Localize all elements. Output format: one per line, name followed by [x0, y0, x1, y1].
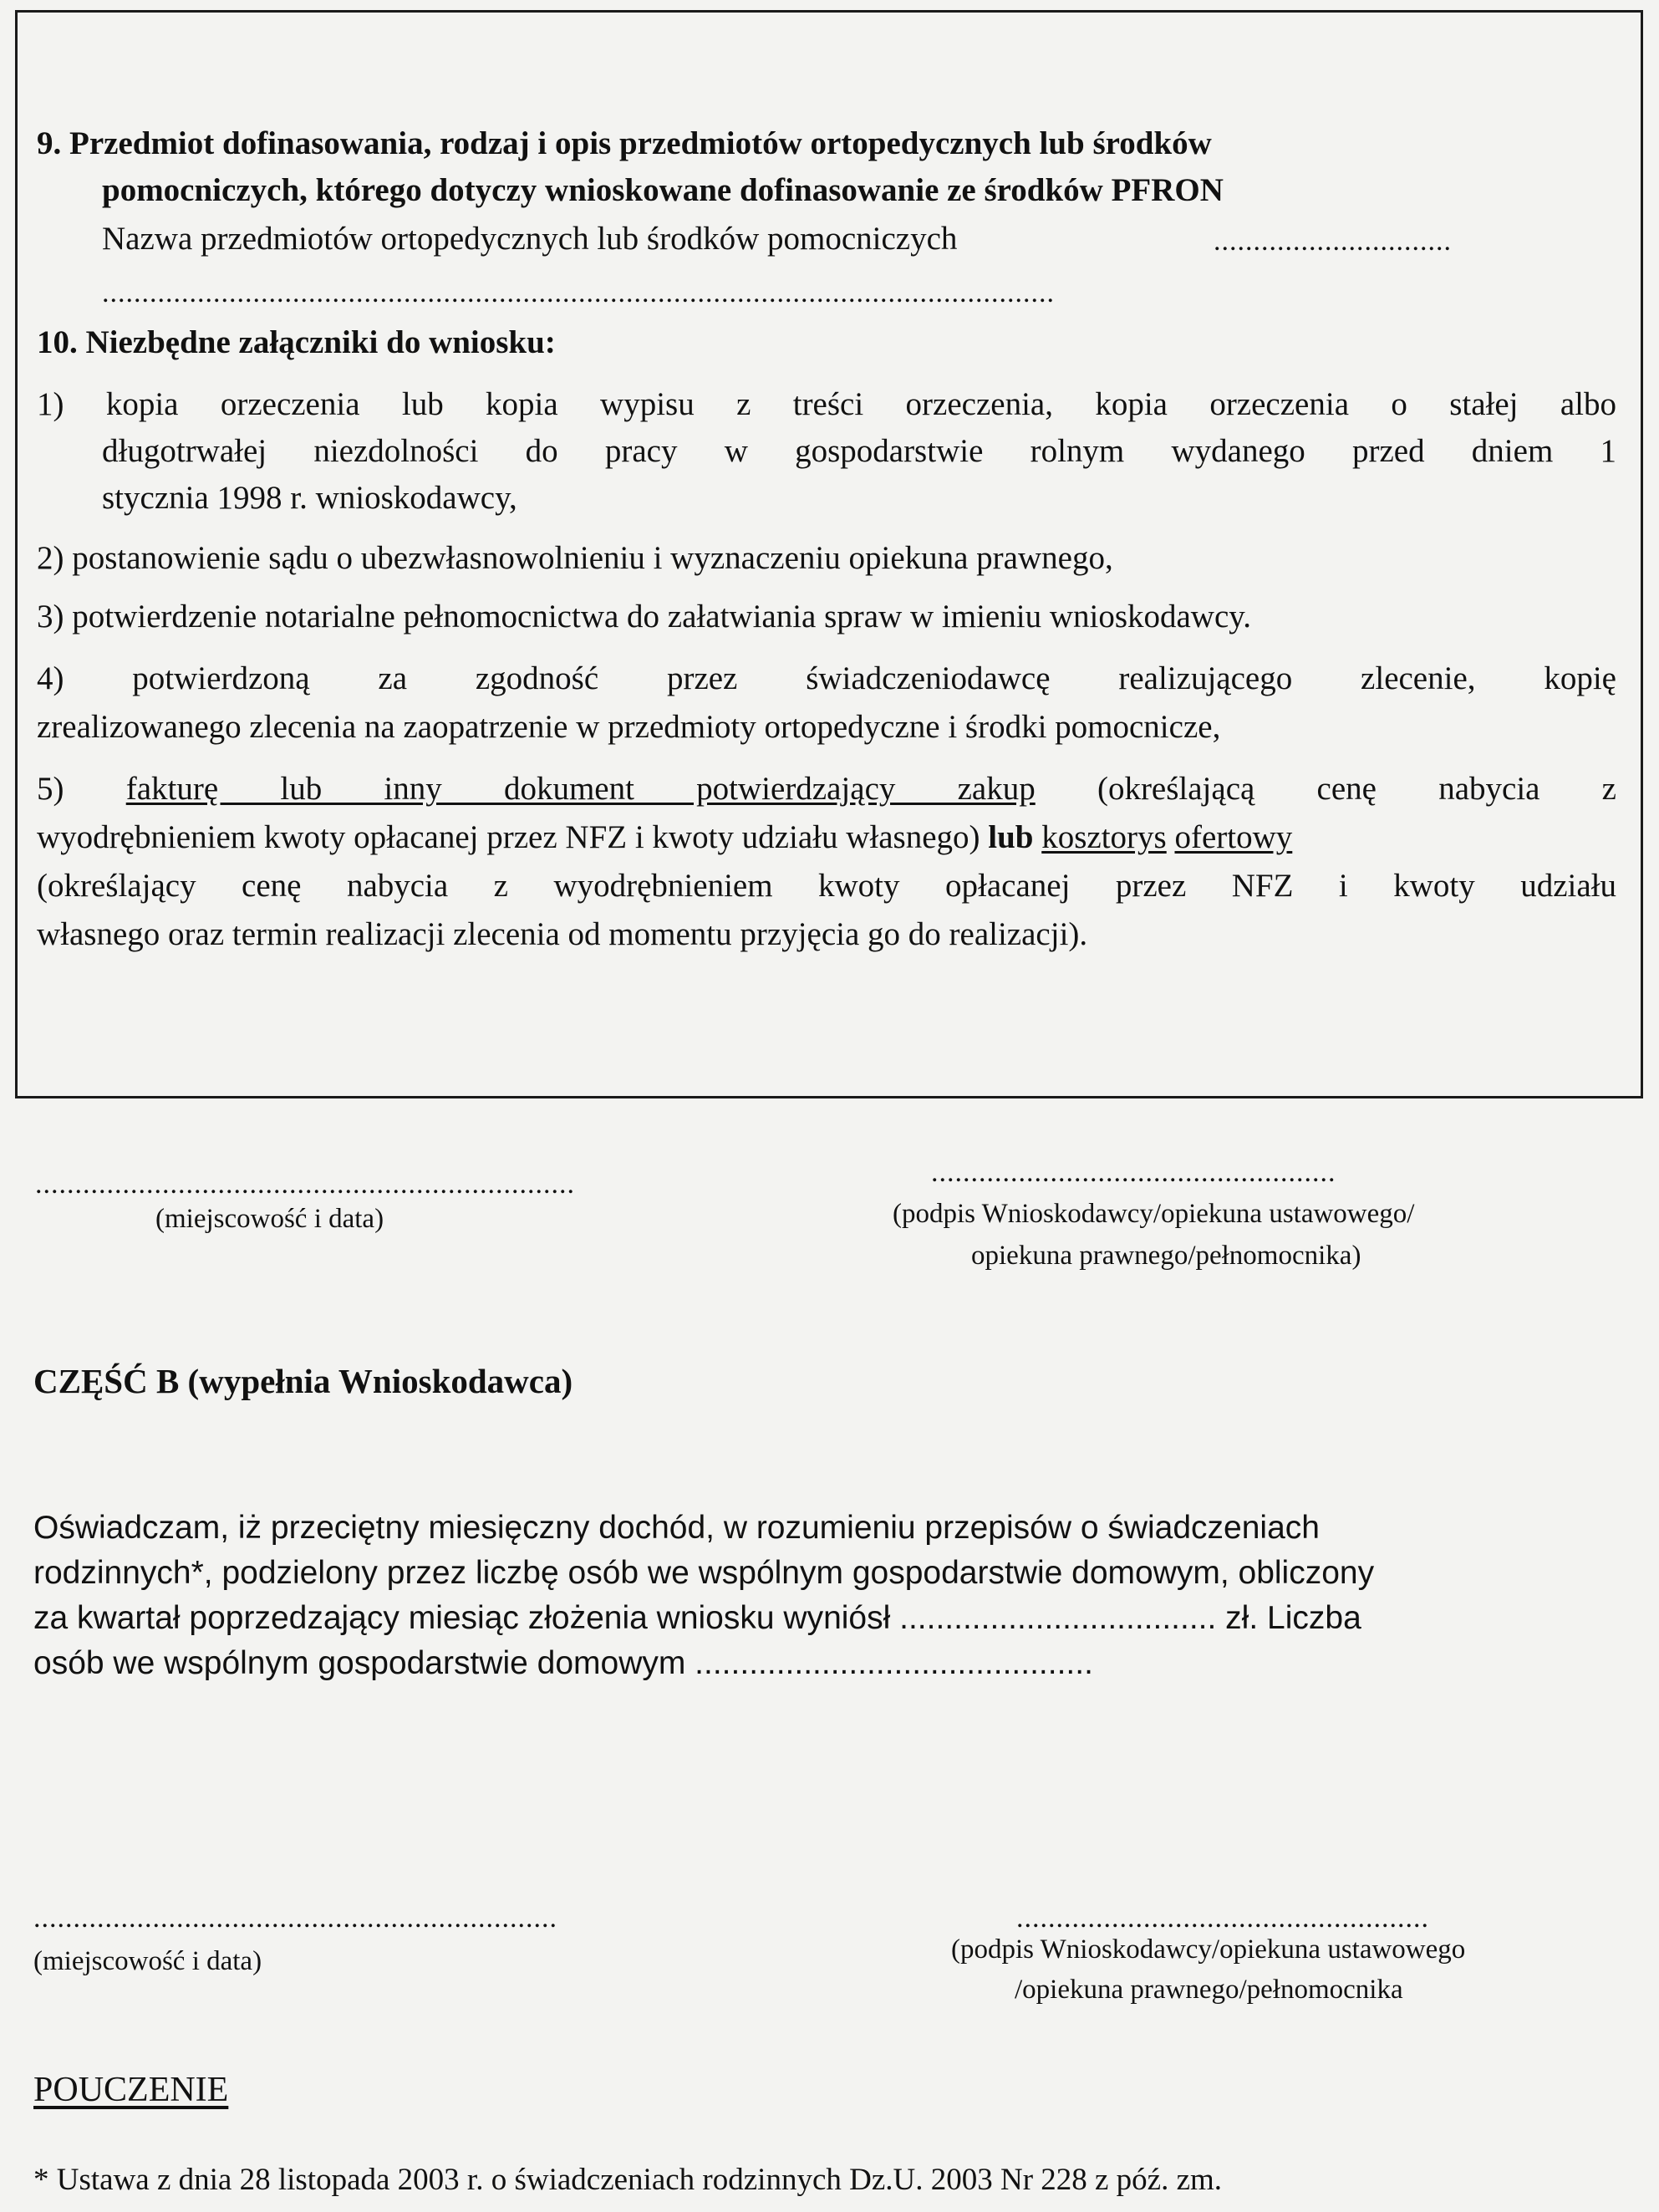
attachment-item-5-line3: (określający cenę nabycia z wyodrębnieniem kwoty opłacanej przez NFZ i kwoty udziału	[37, 868, 1616, 904]
attachment-item-5-line4: własnego oraz termin realizacji zlecenia od momentu przyjęcia go do realizacji).	[37, 916, 1088, 952]
signature-b-sign-label-line1: (podpis Wnioskodawcy/opiekuna ustawowego	[951, 1934, 1466, 1965]
attachment-item-5-line2	[37, 821, 1292, 854]
attachment-item-5-rest: (określającą cenę nabycia z	[1035, 771, 1616, 807]
section9-field-dots-line2[interactable]: ........................................................................................................................	[102, 279, 1055, 308]
signature-a-sign-label-line2: opiekuna prawnego/pełnomocnika)	[971, 1241, 1361, 1271]
part-b-statement-line1: Oświadczam, iż przeciętny miesięczny dochód, w rozumieniu przepisów o świadczeniach	[33, 1510, 1320, 1546]
signature-b-place-date-label: (miejscowość i data)	[33, 1946, 262, 1976]
attachment-item-2: 2) postanowienie sądu o ubezwłasnowolnieniu i wyznaczeniu opiekuna prawnego,	[37, 540, 1113, 576]
attachment-item-5-space	[1033, 819, 1041, 855]
footnote: * Ustawa z dnia 28 listopada 2003 r. o świadczeniach rodzinnych Dz.U. 2003 Nr 228 z póź. zm.	[33, 2163, 1223, 2197]
pouczenie-title: POUCZENIE	[33, 2071, 229, 2109]
part-b-statement-line4: osób we wspólnym gospodarstwie domowym ............................................	[33, 1645, 1093, 1681]
attachment-item-5-invoice: fakturę lub inny dokument potwierdzający zakup	[125, 771, 1036, 807]
part-b-statement-line3: za kwartał poprzedzający miesiąc złożenia wniosku wyniósł ................................... zł. Liczba	[33, 1600, 1361, 1636]
signature-b-sign-label-line2: /opiekuna prawnego/pełnomocnika	[1015, 1975, 1403, 2005]
attachment-item-5-or: lub	[988, 819, 1034, 855]
section9-heading-line2: pomocniczych, którego dotyczy wnioskowane dofinasowanie ze środków PFRON	[102, 172, 1224, 208]
part-b-title: CZĘŚĆ B (wypełnia Wnioskodawca)	[33, 1362, 573, 1400]
attachment-item-4-line1: 4) potwierdzoną za zgodność przez świadczeniodawcę realizującego zlecenie, kopię	[37, 660, 1616, 696]
signature-b-sign-field[interactable]: ....................................................	[1016, 1904, 1429, 1933]
attachment-item-5-prefix: 5)	[37, 771, 126, 807]
attachment-item-5-line1	[37, 772, 1616, 805]
signature-a-place-date-label: (miejscowość i data)	[155, 1204, 384, 1234]
attachment-item-1-line3: stycznia 1998 r. wnioskodawcy,	[102, 480, 517, 516]
attachment-item-5-line2-text: wyodrębnieniem kwoty opłacanej przez NFZ i kwoty udziału własnego)	[37, 819, 989, 855]
signature-a-sign-label-line1: (podpis Wnioskodawcy/opiekuna ustawowego/	[893, 1199, 1415, 1229]
section9-field-dots[interactable]: ..............................	[1214, 227, 1452, 256]
signature-a-sign-field[interactable]: ...................................................	[931, 1159, 1336, 1187]
section9-field-label: Nazwa przedmiotów ortopedycznych lub środków pomocniczych	[102, 221, 958, 257]
part-b-statement-line2: rodzinnych*, podzielony przez liczbę osób we wspólnym gospodarstwie domowym, obliczony	[33, 1555, 1375, 1591]
attachment-item-1-line2: długotrwałej niezdolności do pracy w gospodarstwie rolnym wydanego przed dniem 1	[102, 433, 1616, 469]
signature-b-place-date-field[interactable]: ..................................................................	[33, 1904, 557, 1933]
section9-heading-line1: 9. Przedmiot dofinasowania, rodzaj i opis przedmiotów ortopedycznych lub środków	[37, 125, 1212, 161]
signature-a-place-date-field[interactable]: ....................................................................	[35, 1170, 575, 1199]
attachment-item-1-line1: 1) kopia orzeczenia lub kopia wypisu z treści orzeczenia, kopia orzeczenia o stałej albo	[37, 386, 1616, 422]
section10-heading: 10. Niezbędne załączniki do wniosku:	[37, 324, 556, 360]
attachment-item-4-line2: zrealizowanego zlecenia na zaopatrzenie w przedmioty ortopedyczne i środki pomocnicze,	[37, 709, 1221, 745]
attachment-item-3: 3) potwierdzenie notarialne pełnomocnictwa do załatwiania spraw w imieniu wnioskodawcy.	[37, 599, 1251, 635]
attachment-item-5-offer: ofertowy	[1174, 819, 1293, 855]
attachment-item-5-estimate: kosztorys	[1041, 819, 1167, 855]
